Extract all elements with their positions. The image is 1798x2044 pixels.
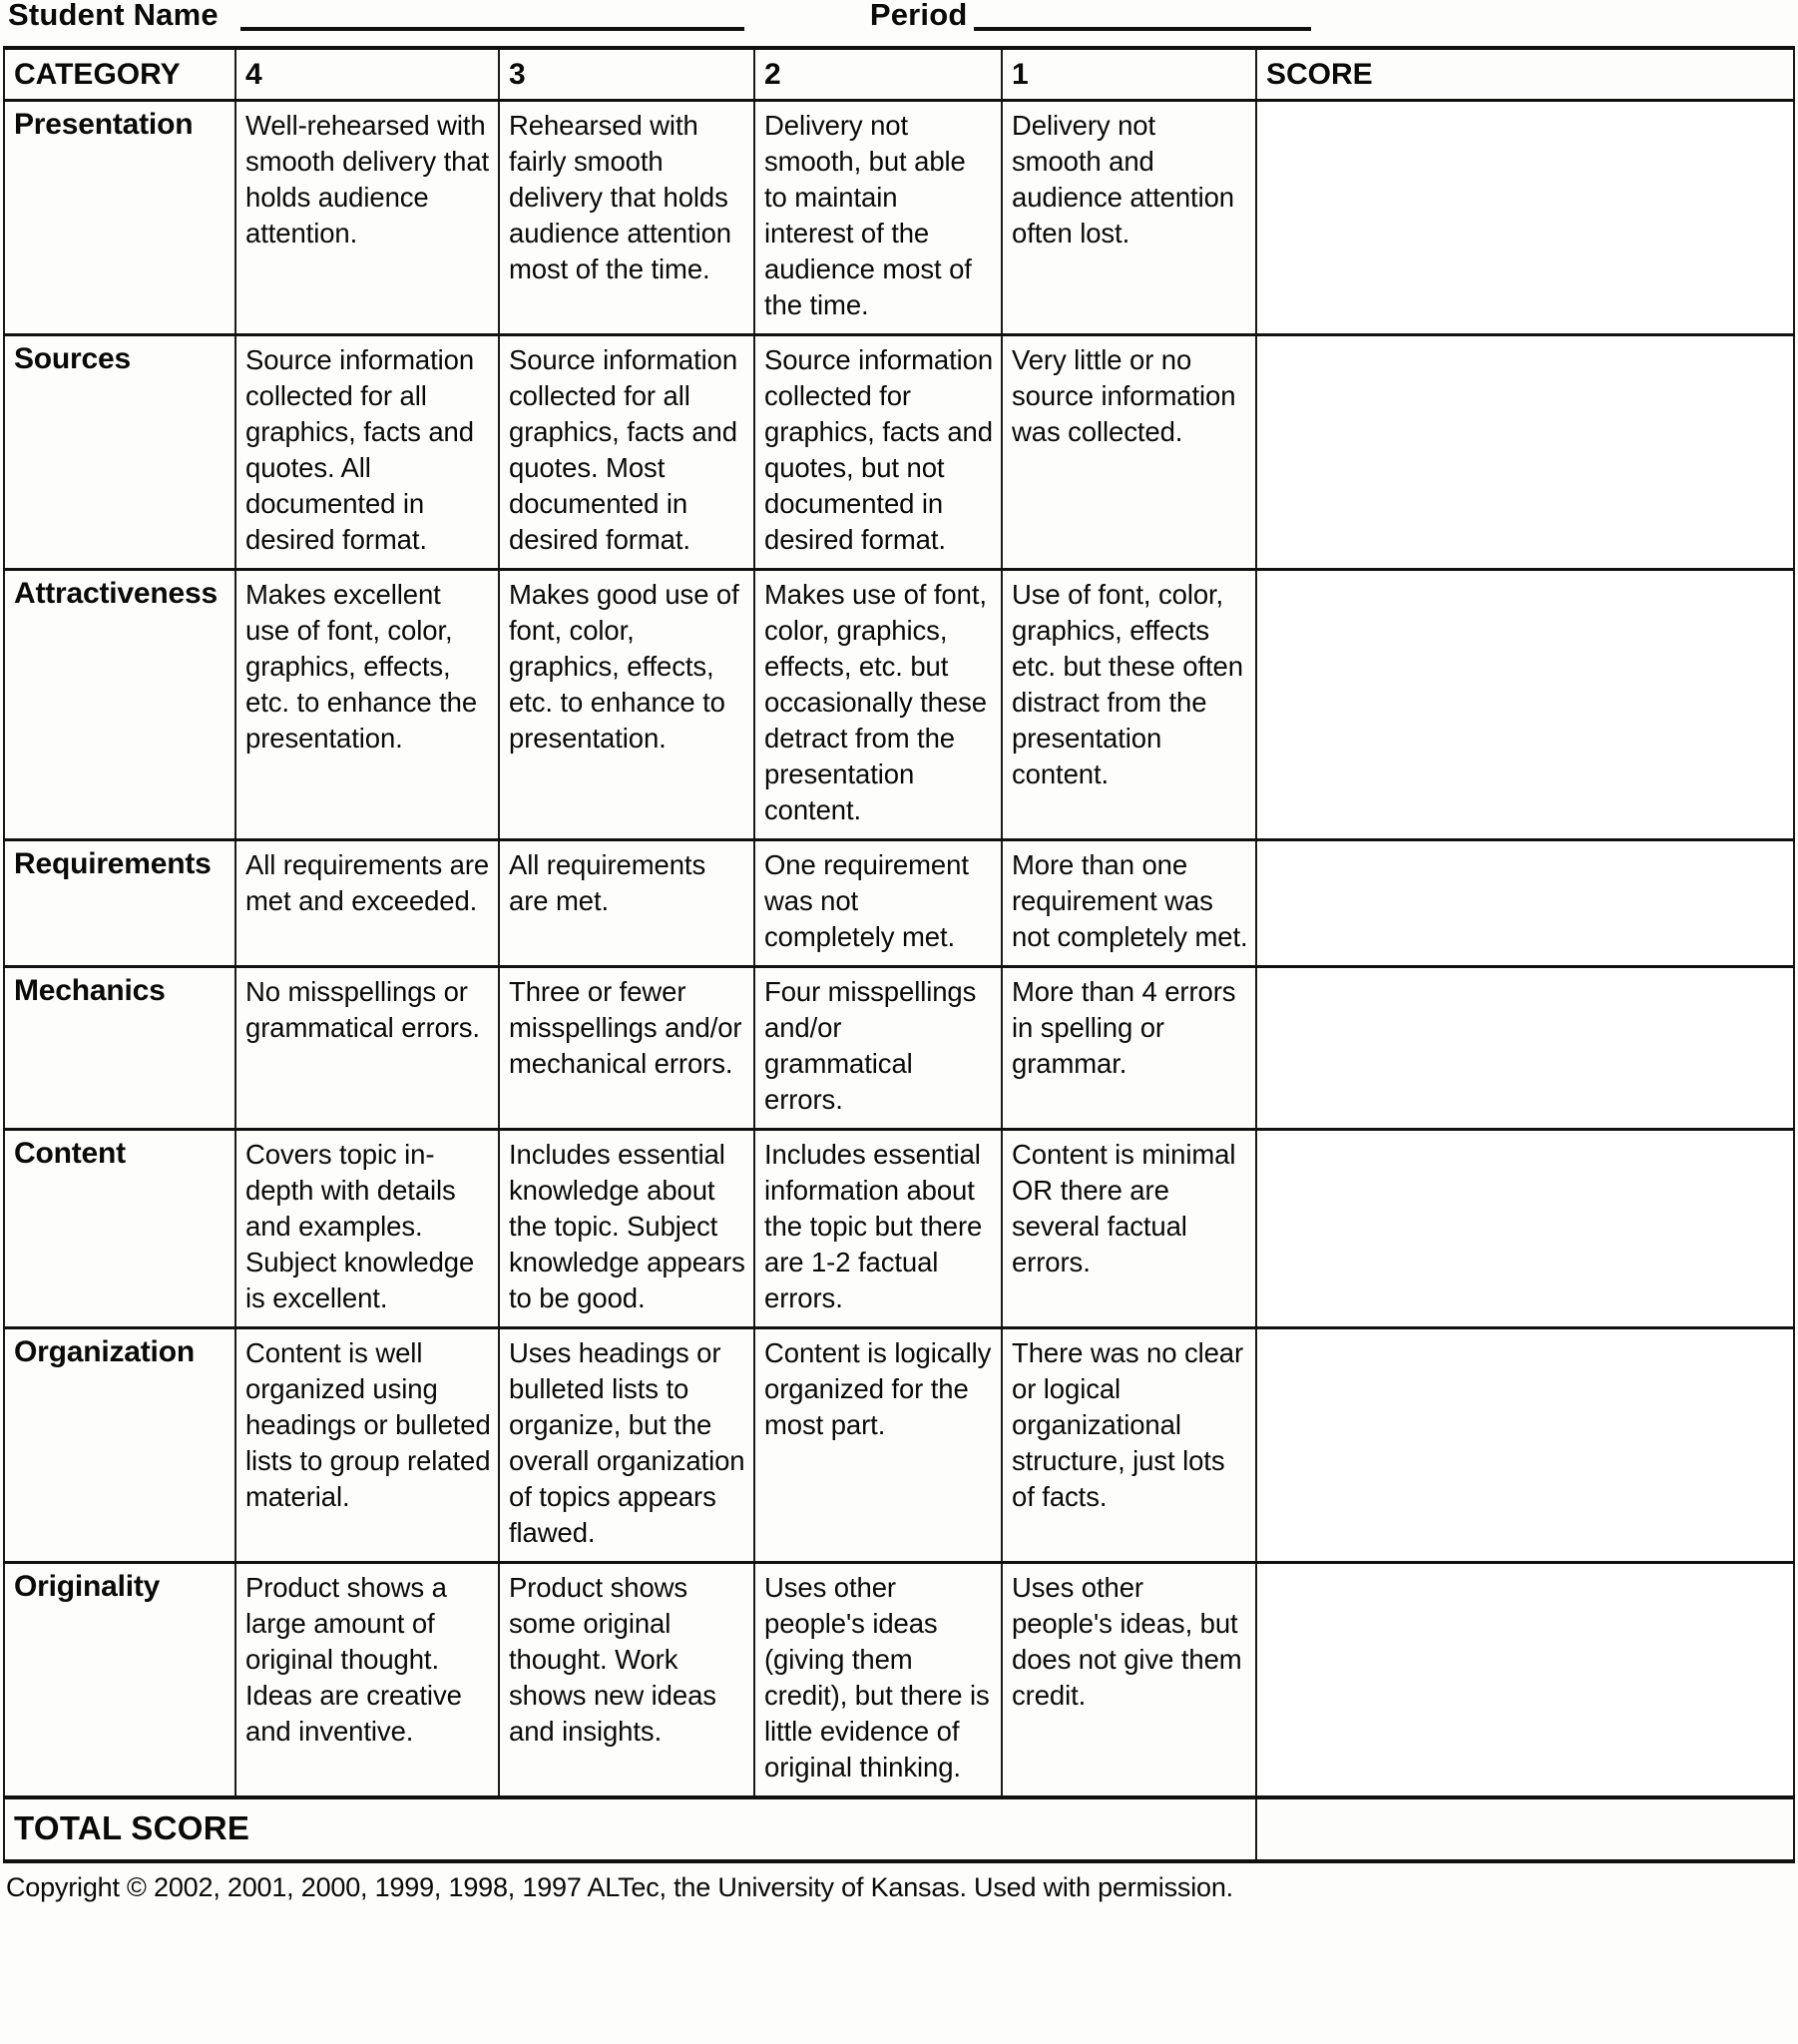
column-header-3: 3 xyxy=(499,48,754,100)
total-score-input[interactable] xyxy=(1256,1797,1794,1861)
cell-content-4: Covers topic in-depth with details and examples. Subject knowledge is excellent. xyxy=(235,1129,499,1327)
cell-mechanics-2: Four misspellings and/or grammatical errors. xyxy=(754,966,1002,1129)
cell-sources-1: Very little or no source information was collected. xyxy=(1002,334,1256,569)
cell-presentation-1: Delivery not smooth and audience attention often lost. xyxy=(1002,100,1256,334)
row-category-sources: Sources xyxy=(4,334,235,569)
cell-attractiveness-3: Makes good use of font, color, graphics, effects, etc. to enhance to presentation. xyxy=(499,569,754,839)
cell-requirements-2: One requirement was not completely met. xyxy=(754,839,1002,966)
table-row xyxy=(4,100,1794,334)
cell-presentation-2: Delivery not smooth, but able to maintain interest of the audience most of the time. xyxy=(754,100,1002,334)
cell-requirements-4: All requirements are met and exceeded. xyxy=(235,839,499,966)
cell-originality-3: Product shows some original thought. Work shows new ideas and insights. xyxy=(499,1562,754,1797)
copyright-notice: Copyright © 2002, 2001, 2000, 1999, 1998, 1997 ALTec, the University of Kansas. Used with permission. xyxy=(6,1871,1233,1902)
cell-organization-4: Content is well organized using headings or bulleted lists to group related material. xyxy=(235,1327,499,1562)
cell-organization-1: There was no clear or logical organizational structure, just lots of facts. xyxy=(1002,1327,1256,1562)
rubric-table xyxy=(3,46,1795,1863)
cell-mechanics-1: More than 4 errors in spelling or grammar. xyxy=(1002,966,1256,1129)
student-name-label: Student Name xyxy=(8,0,219,32)
cell-requirements-3: All requirements are met. xyxy=(499,839,754,966)
cell-presentation-4: Well-rehearsed with smooth delivery that holds audience attention. xyxy=(235,100,499,334)
table-row xyxy=(4,1129,1794,1327)
table-row xyxy=(4,569,1794,839)
cell-originality-2: Uses other people's ideas (giving them credit), but there is little evidence of original thinking. xyxy=(754,1562,1002,1797)
table-row xyxy=(4,334,1794,569)
total-score-row xyxy=(4,1797,1794,1861)
column-header-2: 2 xyxy=(754,48,1002,100)
score-input-organization[interactable] xyxy=(1256,1327,1794,1562)
column-header-4: 4 xyxy=(235,48,499,100)
cell-mechanics-4: No misspellings or grammatical errors. xyxy=(235,966,499,1129)
cell-content-1: Content is minimal OR there are several factual errors. xyxy=(1002,1129,1256,1327)
cell-organization-3: Uses headings or bulleted lists to organize, but the overall organization of topics appears flawed. xyxy=(499,1327,754,1562)
row-category-presentation: Presentation xyxy=(4,100,235,334)
cell-attractiveness-2: Makes use of font, color, graphics, effects, etc. but occasionally these detract from the presentation content. xyxy=(754,569,1002,839)
cell-mechanics-3: Three or fewer misspellings and/or mechanical errors. xyxy=(499,966,754,1129)
period-label: Period xyxy=(869,0,968,32)
column-header-category: CATEGORY xyxy=(4,48,235,100)
cell-sources-2: Source information collected for graphics, facts and quotes, but not documented in desired format. xyxy=(754,334,1002,569)
table-row xyxy=(4,839,1794,966)
score-input-requirements[interactable] xyxy=(1256,839,1794,966)
cell-requirements-1: More than one requirement was not completely met. xyxy=(1002,839,1256,966)
column-header-1: 1 xyxy=(1002,48,1256,100)
cell-attractiveness-4: Makes excellent use of font, color, graphics, effects, etc. to enhance the presentation. xyxy=(235,569,499,839)
cell-content-2: Includes essential information about the topic but there are 1-2 factual errors. xyxy=(754,1129,1002,1327)
cell-sources-4: Source information collected for all graphics, facts and quotes. All documented in desired format. xyxy=(235,334,499,569)
cell-presentation-3: Rehearsed with fairly smooth delivery that holds audience attention most of the time. xyxy=(499,100,754,334)
period-group xyxy=(870,0,1311,31)
cell-content-3: Includes essential knowledge about the topic. Subject knowledge appears to be good. xyxy=(499,1129,754,1327)
cell-originality-1: Uses other people's ideas, but does not give them credit. xyxy=(1002,1562,1256,1797)
row-category-organization: Organization xyxy=(4,1327,235,1562)
cell-originality-4: Product shows a large amount of original thought. Ideas are creative and inventive. xyxy=(235,1562,499,1797)
period-input[interactable] xyxy=(974,27,1311,31)
column-header-score: SCORE xyxy=(1256,48,1794,100)
score-input-mechanics[interactable] xyxy=(1256,966,1794,1129)
table-header-row xyxy=(4,48,1794,100)
table-row xyxy=(4,966,1794,1129)
student-name-input[interactable] xyxy=(240,27,744,31)
score-input-attractiveness[interactable] xyxy=(1256,569,1794,839)
row-category-originality: Originality xyxy=(4,1562,235,1797)
score-input-content[interactable] xyxy=(1256,1129,1794,1327)
cell-sources-3: Source information collected for all graphics, facts and quotes. Most documented in desired format. xyxy=(499,334,754,569)
total-score-label: TOTAL SCORE xyxy=(4,1797,1256,1861)
row-category-requirements: Requirements xyxy=(4,839,235,966)
score-input-presentation[interactable] xyxy=(1256,100,1794,334)
table-row xyxy=(4,1562,1794,1797)
row-category-mechanics: Mechanics xyxy=(4,966,235,1129)
row-category-content: Content xyxy=(4,1129,235,1327)
cell-organization-2: Content is logically organized for the most part. xyxy=(754,1327,1002,1562)
cell-attractiveness-1: Use of font, color, graphics, effects etc. but these often distract from the presentation content. xyxy=(1002,569,1256,839)
row-category-attractiveness: Attractiveness xyxy=(4,569,235,839)
table-row xyxy=(4,1327,1794,1562)
score-input-sources[interactable] xyxy=(1256,334,1794,569)
score-input-originality[interactable] xyxy=(1256,1562,1794,1797)
student-info-header xyxy=(0,0,1798,46)
